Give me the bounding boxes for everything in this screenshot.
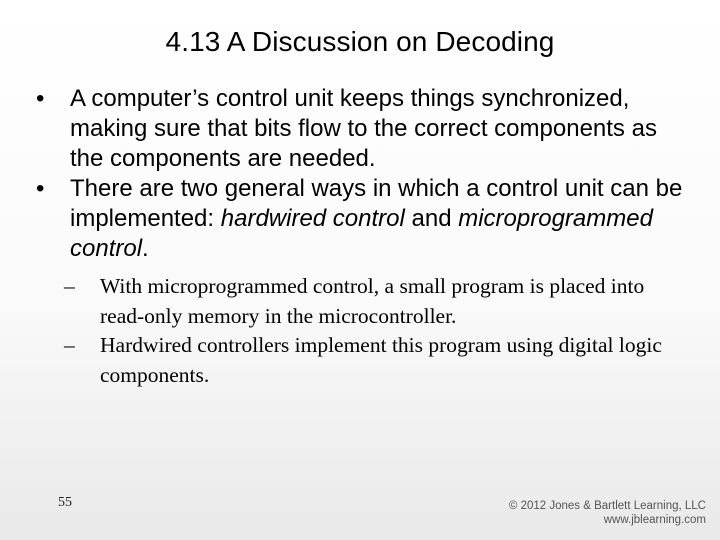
page-number: 55 [58, 495, 72, 510]
sub-bullet-item [36, 331, 686, 390]
bullet-text-end: . [142, 235, 149, 262]
copyright-footer [509, 499, 706, 527]
sub-bullet-text: Hardwired controllers implement this program using digital logic components. [100, 333, 662, 387]
bullet-marker: • [36, 175, 45, 202]
sub-bullet-marker: – [64, 333, 75, 357]
bullet-marker: • [36, 85, 45, 112]
bullet-item [36, 174, 686, 264]
website-link[interactable]: www.jblearning.com [603, 514, 706, 526]
term-microprogrammed-control: microprogrammed control [70, 205, 653, 262]
bullet-text-start: There are two general ways in which a control unit can be implemented: [70, 175, 683, 232]
bullet-item [36, 84, 686, 174]
sub-bullet-marker: – [64, 274, 75, 298]
sub-bullet-text: With microprogrammed control, a small program is placed into read-only memory in the microcontroller. [100, 274, 645, 328]
sub-bullet-item [36, 272, 686, 331]
bullet-text-middle: and [404, 205, 459, 232]
term-hardwired-control: hardwired control [220, 205, 405, 232]
bullet-text: A computer’s control unit keeps things synchronized, making sure that bits flow to the correct components as the components are needed. [70, 85, 657, 172]
slide-title: 4.13 A Discussion on Decoding [165, 26, 555, 57]
copyright-text: © 2012 Jones & Bartlett Learning, LLC [508, 500, 706, 512]
sub-bullet-list [36, 272, 686, 390]
bullet-list [36, 84, 686, 390]
